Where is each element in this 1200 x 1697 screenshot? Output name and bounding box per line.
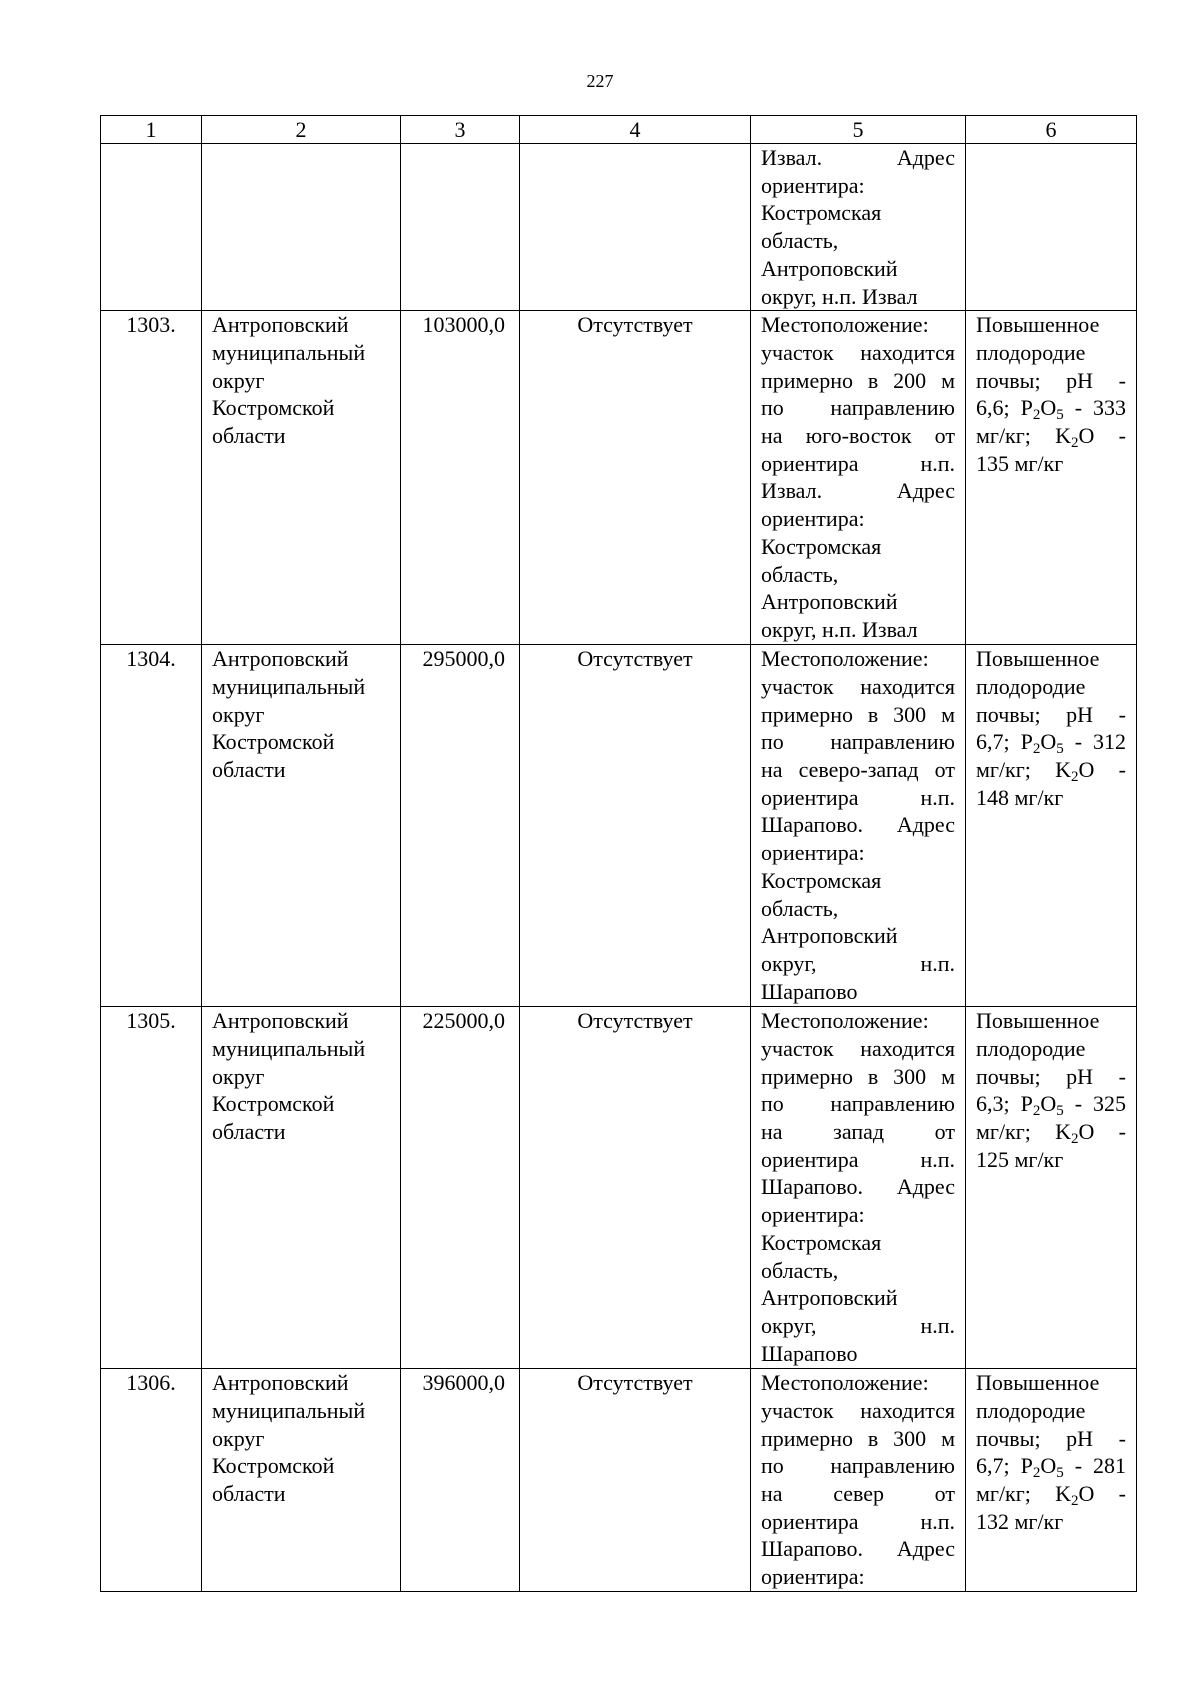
location-line: область, xyxy=(761,228,839,254)
p2o5-unit: мг/кг; xyxy=(976,423,1031,449)
encumbrance-cell: Отсутствует xyxy=(520,645,751,1007)
location-line: по направлению xyxy=(761,729,955,755)
location-line: область, xyxy=(761,895,839,921)
location-cell xyxy=(751,645,966,1007)
district-line: Антроповский xyxy=(212,1370,349,1396)
k2o-value: 132 мг/кг xyxy=(976,1508,1064,1534)
p2o5-value: 312 xyxy=(1093,729,1126,755)
header-row xyxy=(101,116,1137,144)
land-plots-table xyxy=(100,115,1137,1592)
location-line: Костромская xyxy=(761,533,882,559)
location-line: Местоположение: xyxy=(761,646,929,672)
district-line: Костромской xyxy=(212,1091,335,1117)
district-cell xyxy=(202,645,401,1007)
soil-p2o5-line: 6,3; $P_2O_5 - 325$ xyxy=(976,1091,1126,1120)
soil-cell xyxy=(966,1007,1137,1369)
p2o5-value: 325 xyxy=(1093,1091,1126,1117)
soil-line: плодородие xyxy=(976,339,1086,365)
soil-line: Повышенное xyxy=(976,646,1100,672)
encumbrance-cell: Отсутствует xyxy=(520,1369,751,1592)
table-row xyxy=(101,1007,1137,1369)
soil-cell xyxy=(966,1369,1137,1592)
location-line: на запад от xyxy=(761,1119,955,1145)
location-line: Местоположение: xyxy=(761,1370,929,1396)
location-line: ориентира: xyxy=(761,1564,865,1590)
soil-k2o-line xyxy=(976,1480,1126,1508)
district-line: области xyxy=(212,1481,286,1507)
location-line: Антроповский xyxy=(761,1285,898,1311)
district-line: округ xyxy=(212,367,265,393)
location-line: Шарапово. Адрес xyxy=(761,1536,955,1562)
k2o-value: 148 мг/кг xyxy=(976,784,1064,810)
table-row xyxy=(101,645,1137,1007)
k2o-formula: $K_2O$ xyxy=(1055,757,1095,786)
k2o-value: 125 мг/кг xyxy=(976,1146,1064,1172)
district-line: Костромской xyxy=(212,1453,335,1479)
district-line: области xyxy=(212,423,286,449)
soil-cell xyxy=(966,311,1137,645)
column-header: 2 xyxy=(202,116,401,144)
location-line: Шарапово xyxy=(761,978,858,1004)
location-line: область, xyxy=(761,561,839,587)
column-header: 5 xyxy=(751,116,966,144)
location-line: Местоположение: xyxy=(761,1008,929,1034)
district-line: области xyxy=(212,757,286,783)
empty-cell xyxy=(401,144,520,311)
k2o-formula: $K_2O$ xyxy=(1055,423,1095,452)
district-line: муниципальный xyxy=(212,339,366,365)
location-line: примерно в 300 м xyxy=(761,701,955,727)
page-number: 227 xyxy=(586,71,614,91)
location-line: ориентира н.п. xyxy=(761,784,955,810)
p2o5-formula: $P_2O_5$ xyxy=(1020,1091,1064,1120)
empty-cell xyxy=(202,144,401,311)
k2o-value: 135 мг/кг xyxy=(976,450,1064,476)
location-line: Антроповский xyxy=(761,923,898,949)
k2o-dash: - xyxy=(1118,757,1126,783)
p2o5-unit: мг/кг; xyxy=(976,1119,1031,1145)
location-line: участок находится xyxy=(761,1035,955,1061)
location-line: ориентира н.п. xyxy=(761,450,955,476)
soil-line: Повышенное xyxy=(976,312,1100,338)
location-line: область, xyxy=(761,1257,839,1283)
empty-cell xyxy=(520,144,751,311)
district-line: муниципальный xyxy=(212,673,366,699)
location-line: примерно в 200 м xyxy=(761,367,955,393)
location-line: участок находится xyxy=(761,673,955,699)
row-number: 1304. xyxy=(101,645,202,1007)
location-cell xyxy=(751,1369,966,1592)
row-number: 1306. xyxy=(101,1369,202,1592)
soil-line: почвы; pH - xyxy=(976,701,1126,727)
encumbrance-cell: Отсутствует xyxy=(520,1007,751,1369)
location-line: Шарапово. Адрес xyxy=(761,1174,955,1200)
area-cell: 103000,0 xyxy=(401,311,520,645)
k2o-formula: $K_2O$ xyxy=(1055,1119,1095,1148)
location-line: Костромская xyxy=(761,200,882,226)
p2o5-unit: мг/кг; xyxy=(976,757,1031,783)
area-cell: 295000,0 xyxy=(401,645,520,1007)
column-header: 1 xyxy=(101,116,202,144)
district-cell xyxy=(202,1369,401,1592)
soil-line: плодородие xyxy=(976,1035,1086,1061)
location-line: Местоположение: xyxy=(761,312,929,338)
area-cell: 396000,0 xyxy=(401,1369,520,1592)
soil-k2o-line xyxy=(976,756,1126,784)
location-line: на северо-запад от xyxy=(761,757,955,783)
empty-cell xyxy=(966,144,1137,311)
soil-line: почвы; pH - xyxy=(976,1063,1126,1089)
district-line: Костромской xyxy=(212,395,335,421)
location-line: по направлению xyxy=(761,1091,955,1117)
location-line: на юго-восток от xyxy=(761,423,955,449)
location-cell xyxy=(751,1007,966,1369)
district-line: округ xyxy=(212,1063,265,1089)
soil-line: Повышенное xyxy=(976,1370,1100,1396)
location-line: участок находится xyxy=(761,1397,955,1423)
district-line: Антроповский xyxy=(212,646,349,672)
k2o-dash: - xyxy=(1118,1119,1126,1145)
p2o5-value: 333 xyxy=(1093,395,1126,421)
ph-value: 6,3; xyxy=(976,1091,1010,1117)
ph-value: 6,7; xyxy=(976,1453,1010,1479)
k2o-dash: - xyxy=(1118,423,1126,449)
district-line: Костромской xyxy=(212,729,335,755)
location-line: Костромская xyxy=(761,867,882,893)
p2o5-unit: мг/кг; xyxy=(976,1481,1031,1507)
location-line: участок находится xyxy=(761,339,955,365)
location-line: ориентира: xyxy=(761,172,865,198)
district-cell xyxy=(202,1007,401,1369)
location-line: округ, н.п. Извал xyxy=(761,283,918,309)
column-header: 6 xyxy=(966,116,1137,144)
soil-k2o-line xyxy=(976,1118,1126,1146)
column-header: 3 xyxy=(401,116,520,144)
location-line: на север от xyxy=(761,1481,955,1507)
soil-line: почвы; pH - xyxy=(976,1425,1126,1451)
k2o-dash: - xyxy=(1118,1481,1126,1507)
column-header: 4 xyxy=(520,116,751,144)
table-row xyxy=(101,311,1137,645)
location-line: примерно в 300 м xyxy=(761,1425,955,1451)
location-line: примерно в 300 м xyxy=(761,1063,955,1089)
table-row-continuation xyxy=(101,144,1137,311)
soil-k2o-line xyxy=(976,422,1126,450)
p2o5-formula: $P_2O_5$ xyxy=(1020,395,1064,424)
district-line: округ xyxy=(212,701,265,727)
soil-line: плодородие xyxy=(976,673,1086,699)
area-cell: 225000,0 xyxy=(401,1007,520,1369)
district-line: округ xyxy=(212,1425,265,1451)
district-line: области xyxy=(212,1119,286,1145)
location-line: ориентира н.п. xyxy=(761,1146,955,1172)
empty-cell xyxy=(101,144,202,311)
location-line: ориентира: xyxy=(761,506,865,532)
location-line: округ, н.п. xyxy=(761,950,955,976)
location-line: Извал. Адрес xyxy=(761,478,955,504)
district-cell xyxy=(202,311,401,645)
location-line: округ, н.п. xyxy=(761,1312,955,1338)
district-line: муниципальный xyxy=(212,1397,366,1423)
soil-p2o5-line: 6,7; $P_2O_5 - 281$ xyxy=(976,1453,1126,1482)
soil-line: Повышенное xyxy=(976,1008,1100,1034)
location-cell xyxy=(751,311,966,645)
district-line: Антроповский xyxy=(212,1008,349,1034)
encumbrance-cell: Отсутствует xyxy=(520,311,751,645)
location-line: ориентира: xyxy=(761,840,865,866)
location-line: Шарапово xyxy=(761,1340,858,1366)
location-line: по направлению xyxy=(761,395,955,421)
location-line: Антроповский xyxy=(761,589,898,615)
location-cell xyxy=(751,144,966,311)
k2o-formula: $K_2O$ xyxy=(1055,1481,1095,1510)
location-line: Антроповский xyxy=(761,255,898,281)
location-line: Извал. Адрес xyxy=(761,145,955,170)
table-row xyxy=(101,1369,1137,1592)
ph-value: 6,7; xyxy=(976,729,1010,755)
soil-line: плодородие xyxy=(976,1397,1086,1423)
p2o5-formula: $P_2O_5$ xyxy=(1020,1453,1064,1482)
location-line: по направлению xyxy=(761,1453,955,1479)
soil-p2o5-line: 6,6; $P_2O_5 - 333$ xyxy=(976,395,1126,424)
soil-cell xyxy=(966,645,1137,1007)
location-line: ориентира: xyxy=(761,1202,865,1228)
soil-p2o5-line: 6,7; $P_2O_5 - 312$ xyxy=(976,729,1126,758)
p2o5-value: 281 xyxy=(1093,1453,1126,1479)
soil-line: почвы; pH - xyxy=(976,367,1126,393)
ph-value: 6,6; xyxy=(976,395,1010,421)
p2o5-formula: $P_2O_5$ xyxy=(1020,729,1064,758)
district-line: муниципальный xyxy=(212,1035,366,1061)
location-line: Костромская xyxy=(761,1229,882,1255)
location-line: ориентира н.п. xyxy=(761,1508,955,1534)
row-number: 1303. xyxy=(101,311,202,645)
district-line: Антроповский xyxy=(212,312,349,338)
location-line: Шарапово. Адрес xyxy=(761,812,955,838)
location-line: округ, н.п. Извал xyxy=(761,616,918,642)
row-number: 1305. xyxy=(101,1007,202,1369)
